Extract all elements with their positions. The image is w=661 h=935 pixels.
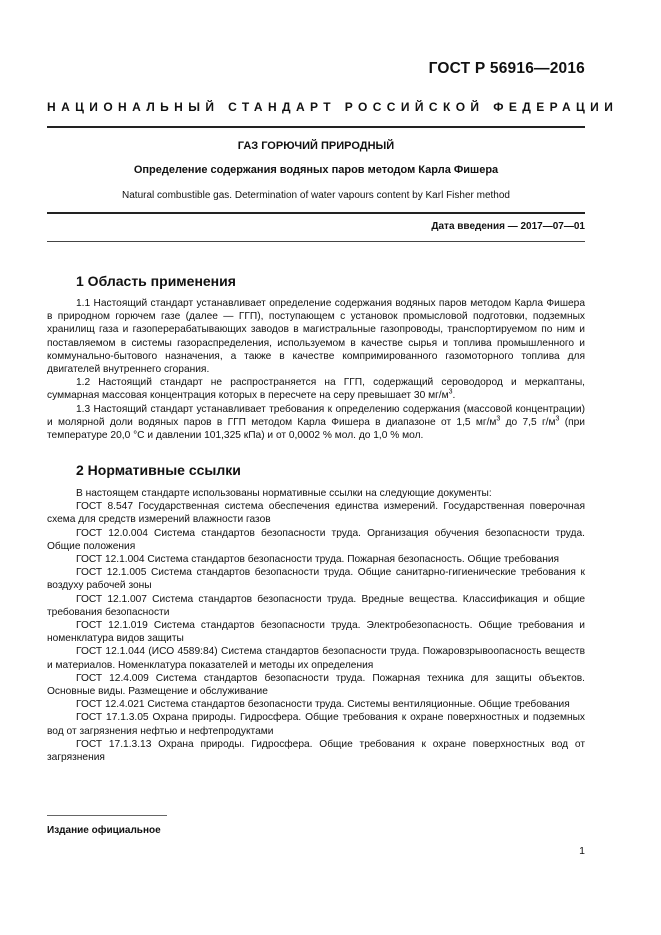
section-1-heading: 1 Область применения	[76, 273, 236, 289]
reference-item: ГОСТ 12.4.021 Система стандартов безопасности труда. Системы вентиляционные. Общие требования	[76, 699, 570, 711]
page-number: 1	[579, 845, 585, 857]
reference-item: ГОСТ 12.1.007 Система стандартов безопасности труда. Вредные вещества. Классификация и общие требования безопасности	[47, 593, 585, 618]
divider-title-bottom	[47, 212, 585, 214]
document-subtitle: Определение содержания водяных паров методом Карла Фишера	[133, 164, 499, 176]
paragraph-1-1: 1.1 Настоящий стандарт устанавливает определение содержания водяных паров методом Карла Фишера в природном горючем газе (далее — ГГП), поступающем с установок промысловой подготовки, подземных хранилищ газа и газоперерабатывающих заводов в магистральные газопроводы, транспортируемом по ним и поставляемом в системы газораспределения, используемом в качестве сырья и топлива промышленного и коммунально-бытового назначения, а также в качестве компримированного газомоторного топлива для двигателей внутреннего сгорания.	[47, 298, 585, 376]
paragraph-1-3: 1.3 Настоящий стандарт устанавливает требования к определению содержания (массовой концентрации) и молярной доли водяных паров в ГГП методом Карла Фишера в диапазоне от 1,5 $мг/м^3$ до 7,5 $г/м^3$ (при температуре 20,0 °С и давлении 101,325 кПа) и от 0,0002 % мол. до 1,0 % мол.	[47, 403, 585, 442]
official-edition-label: Издание официальное	[47, 825, 161, 836]
document-number: ГОСТ Р 56916—2016	[428, 60, 585, 77]
paragraph-1-2: 1.2 Настоящий стандарт не распространяется на ГГП, содержащий сероводород и меркаптаны, суммарная массовая концентрация которых в пересчете на серу превышает 30 $мг/м^3$.	[47, 377, 585, 402]
reference-item: ГОСТ 8.547 Государственная система обеспечения единства измерений. Государственная поверочная схема для средств измерений влажности газов	[47, 501, 585, 526]
reference-intro: В настоящем стандарте использованы нормативные ссылки на следующие документы:	[76, 488, 492, 499]
reference-item: ГОСТ 17.1.3.05 Охрана природы. Гидросфера. Общие требования к охране поверхностных и подземных вод от загрязнения нефтью и нефтепродуктами	[47, 712, 585, 737]
reference-item: ГОСТ 12.0.004 Система стандартов безопасности труда. Организация обучения безопасности труда. Общие положения	[47, 527, 585, 552]
introduction-date: Дата введения — 2017—07—01	[431, 221, 585, 232]
document-title: ГАЗ ГОРЮЧИЙ ПРИРОДНЫЙ	[237, 140, 395, 152]
reference-item: ГОСТ 17.1.3.13 Охрана природы. Гидросфера. Общие требования к охране поверхностных вод от загрязнения	[47, 738, 585, 764]
footer-divider	[47, 815, 167, 816]
reference-item: ГОСТ 12.1.005 Система стандартов безопасности труда. Общие санитарно-гигиенические требования к воздуху рабочей зоны	[47, 567, 585, 592]
reference-item: ГОСТ 12.1.044 (ИСО 4589:84) Система стандартов безопасности труда. Пожаровзрывоопасность веществ и материалов. Номенклатура показателей и методы их определения	[47, 646, 585, 671]
section-2-heading: 2 Нормативные ссылки	[76, 462, 241, 478]
national-standard-line: НАЦИОНАЛЬНЫЙ СТАНДАРТ РОССИЙСКОЙ ФЕДЕРАЦИИ	[47, 100, 619, 114]
reference-item: ГОСТ 12.1.019 Система стандартов безопасности труда. Электробезопасность. Общие требования и номенклатура видов защиты	[47, 620, 585, 645]
document-title-english: Natural combustible gas. Determination of water vapours content by Karl Fisher method	[122, 190, 510, 201]
section-1-body	[47, 297, 585, 442]
divider-date-bottom	[47, 241, 585, 242]
reference-item: ГОСТ 12.4.009 Система стандартов безопасности труда. Пожарная техника для защиты объектов. Основные виды. Размещение и обслуживание	[47, 672, 585, 698]
reference-item: ГОСТ 12.1.004 Система стандартов безопасности труда. Пожарная безопасность. Общие требования	[76, 554, 560, 566]
divider-top	[47, 126, 585, 128]
section-2-body	[47, 487, 585, 764]
